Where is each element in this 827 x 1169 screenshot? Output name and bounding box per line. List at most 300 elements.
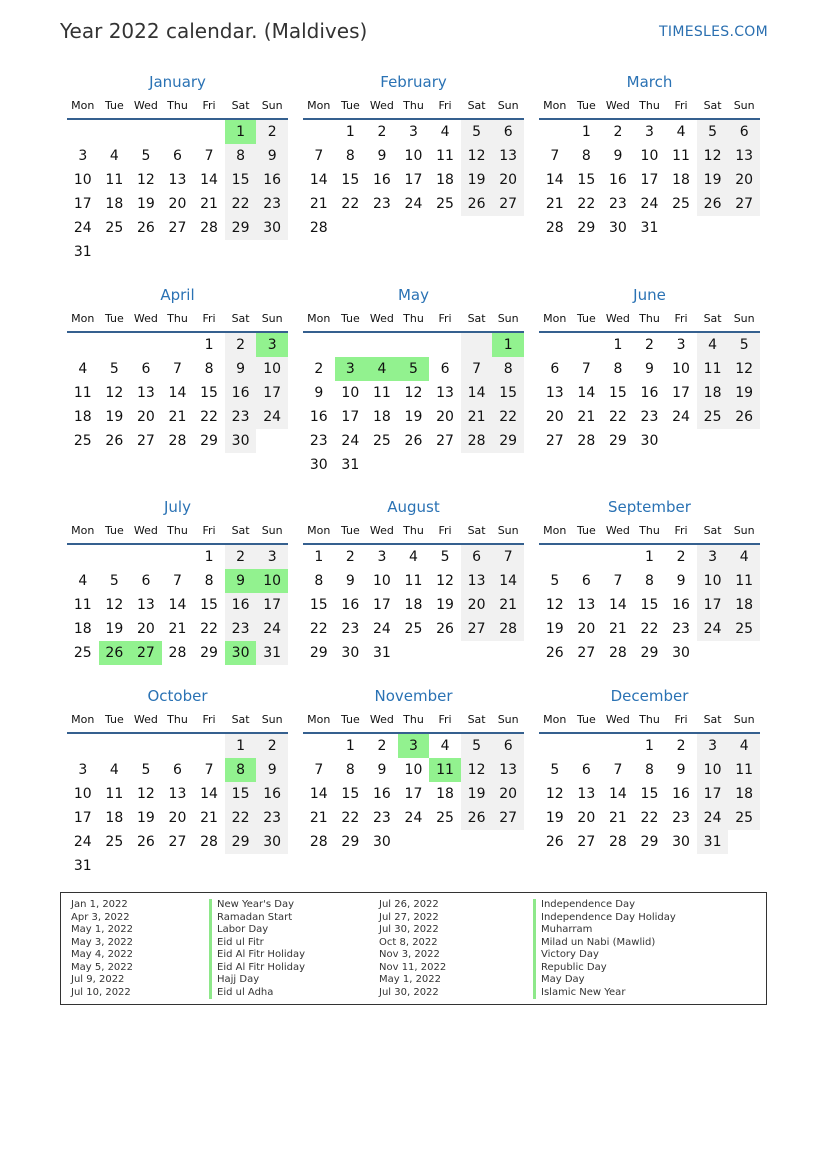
day-cell: 21 <box>492 593 524 617</box>
day-cell: 13 <box>728 144 760 168</box>
day-cell: 5 <box>728 333 760 357</box>
days-grid <box>539 545 760 665</box>
day-cell: 14 <box>492 569 524 593</box>
day-cell: 6 <box>440 361 450 377</box>
day-cell: 21 <box>608 810 627 826</box>
month-october <box>67 684 288 878</box>
day-cell: 17 <box>256 381 288 405</box>
page-title: Year 2022 calendar. (Maldives) <box>60 19 368 43</box>
month-name: August <box>387 498 440 516</box>
day-cell: 19 <box>105 409 124 425</box>
weekday-label: Sat <box>467 524 486 537</box>
day-cell: 19 <box>461 168 493 192</box>
weekday-label: Sat <box>703 99 722 112</box>
legend-date: May 1, 2022 <box>71 924 134 935</box>
day-cell-holiday: 11 <box>429 758 461 782</box>
day-cell: 14 <box>168 597 187 613</box>
day-cell: 10 <box>697 758 729 782</box>
day-empty <box>366 333 398 357</box>
day-empty <box>602 545 634 569</box>
day-cell-holiday: 27 <box>130 641 162 665</box>
month-january <box>67 70 288 264</box>
weekday-label: Sun <box>261 99 283 112</box>
day-cell: 28 <box>577 433 596 449</box>
day-empty <box>335 333 367 357</box>
day-cell: 27 <box>728 192 760 216</box>
weekday-label: Mon <box>543 524 567 537</box>
day-cell: 14 <box>200 172 218 188</box>
day-cell: 6 <box>581 573 591 589</box>
day-cell: 16 <box>256 782 288 806</box>
day-cell: 15 <box>341 786 360 802</box>
day-cell: 25 <box>105 220 124 236</box>
weekday-label: Mon <box>71 312 95 325</box>
day-cell: 21 <box>545 196 564 212</box>
day-cell: 29 <box>608 433 627 449</box>
day-cell: 9 <box>377 762 387 778</box>
weekday-label: Wed <box>605 524 630 537</box>
day-cell: 13 <box>168 786 187 802</box>
day-cell: 22 <box>608 409 627 425</box>
days-grid <box>539 120 760 240</box>
day-cell: 10 <box>73 172 92 188</box>
weekday-label: Thu <box>639 713 660 726</box>
day-cell: 14 <box>309 786 328 802</box>
weekday-label: Sat <box>703 713 722 726</box>
day-cell: 17 <box>256 593 288 617</box>
day-cell: 18 <box>372 409 391 425</box>
day-cell: 27 <box>461 617 493 641</box>
day-cell: 4 <box>440 738 450 754</box>
day-cell: 30 <box>672 645 690 661</box>
month-name: November <box>374 687 453 705</box>
weekday-label: Sun <box>497 524 519 537</box>
day-cell: 27 <box>136 433 155 449</box>
day-cell: 8 <box>204 361 214 377</box>
day-cell: 7 <box>550 148 560 164</box>
day-cell: 1 <box>204 337 214 353</box>
day-cell-holiday: 8 <box>225 758 257 782</box>
day-cell: 1 <box>581 124 591 140</box>
day-cell: 9 <box>225 357 257 381</box>
day-empty <box>67 120 99 144</box>
day-cell: 5 <box>109 573 119 589</box>
day-cell: 30 <box>256 216 288 240</box>
legend-holiday-name: Milad un Nabi (Mawlid) <box>533 937 676 950</box>
day-cell: 12 <box>105 597 124 613</box>
weekday-header <box>303 708 524 734</box>
day-cell: 20 <box>168 810 187 826</box>
day-cell: 28 <box>608 645 627 661</box>
day-cell: 18 <box>436 172 454 188</box>
day-cell: 29 <box>225 830 257 854</box>
day-cell: 11 <box>105 786 124 802</box>
day-cell: 22 <box>225 192 257 216</box>
weekday-label: Sun <box>497 713 519 726</box>
day-cell: 11 <box>697 357 729 381</box>
day-cell: 18 <box>73 409 92 425</box>
day-cell: 2 <box>676 549 686 565</box>
weekday-label: Sun <box>497 99 519 112</box>
day-cell-holiday: 3 <box>256 333 288 357</box>
day-cell: 29 <box>640 645 659 661</box>
weekday-label: Tue <box>340 312 360 325</box>
day-cell: 4 <box>78 361 88 377</box>
day-cell: 26 <box>436 621 454 637</box>
day-cell: 17 <box>404 786 423 802</box>
day-cell: 27 <box>545 433 564 449</box>
day-cell: 23 <box>672 621 690 637</box>
day-cell: 7 <box>613 762 623 778</box>
weekday-header <box>67 708 288 734</box>
day-cell: 4 <box>109 762 119 778</box>
day-cell: 17 <box>73 196 92 212</box>
day-cell: 7 <box>204 762 214 778</box>
day-cell: 25 <box>404 621 423 637</box>
day-cell: 26 <box>728 405 760 429</box>
legend-date: Jul 26, 2022 <box>379 899 439 910</box>
day-cell: 7 <box>314 148 324 164</box>
legend-date: Jan 1, 2022 <box>71 899 128 910</box>
day-cell: 13 <box>577 597 596 613</box>
days-grid <box>67 333 288 453</box>
weekday-label: Fri <box>674 312 688 325</box>
day-cell: 17 <box>672 385 690 401</box>
day-cell: 4 <box>728 734 760 758</box>
weekday-label: Wed <box>369 713 394 726</box>
day-cell: 18 <box>404 597 423 613</box>
day-cell: 16 <box>225 381 257 405</box>
day-cell: 22 <box>225 806 257 830</box>
day-cell: 15 <box>200 597 218 613</box>
weekday-label: Wed <box>369 99 394 112</box>
day-cell: 13 <box>492 758 524 782</box>
legend-date: Nov 11, 2022 <box>379 961 447 973</box>
day-cell: 24 <box>73 220 92 236</box>
day-cell: 19 <box>545 621 564 637</box>
days-grid <box>539 734 760 854</box>
day-empty <box>193 120 225 144</box>
legend-date: Jul 9, 2022 <box>71 974 125 985</box>
weekday-label: Sun <box>261 312 283 325</box>
legend-holiday-name: Eid ul Fitr <box>209 937 305 950</box>
day-cell: 16 <box>309 409 328 425</box>
day-cell: 7 <box>492 545 524 569</box>
day-cell: 6 <box>173 148 182 164</box>
weekday-label: Thu <box>403 713 424 726</box>
day-cell: 20 <box>136 621 155 637</box>
day-cell: 8 <box>204 573 214 589</box>
days-grid <box>67 545 288 665</box>
day-cell: 17 <box>640 172 659 188</box>
month-may <box>303 283 524 477</box>
day-cell: 10 <box>404 762 423 778</box>
day-empty <box>539 545 571 569</box>
day-cell: 21 <box>309 196 328 212</box>
day-cell: 29 <box>640 834 659 850</box>
day-cell: 30 <box>341 645 360 661</box>
day-cell: 3 <box>78 148 88 164</box>
day-cell: 7 <box>314 762 324 778</box>
day-cell: 18 <box>105 810 124 826</box>
month-name: February <box>380 73 447 91</box>
day-cell: 2 <box>676 738 686 754</box>
day-cell: 23 <box>225 617 257 641</box>
month-december <box>539 684 760 854</box>
day-cell: 15 <box>225 782 257 806</box>
day-cell: 20 <box>492 782 524 806</box>
day-cell: 14 <box>577 385 596 401</box>
day-cell: 15 <box>225 168 257 192</box>
weekday-label: Mon <box>307 524 331 537</box>
weekday-label: Tue <box>104 524 124 537</box>
weekday-label: Tue <box>576 713 596 726</box>
day-cell: 28 <box>309 834 328 850</box>
weekday-label: Thu <box>403 312 424 325</box>
weekday-header <box>67 307 288 333</box>
day-cell: 22 <box>640 810 659 826</box>
day-cell: 28 <box>200 834 218 850</box>
weekday-header <box>303 519 524 545</box>
weekday-header <box>539 708 760 734</box>
weekday-label: Fri <box>202 312 216 325</box>
day-cell: 16 <box>225 593 257 617</box>
site-link[interactable]: TIMESLES.COM <box>659 24 768 40</box>
day-cell: 14 <box>200 786 218 802</box>
weekday-label: Wed <box>133 524 158 537</box>
day-cell: 26 <box>404 433 423 449</box>
day-cell: 21 <box>200 196 218 212</box>
month-july <box>67 495 288 665</box>
day-cell: 28 <box>309 220 328 236</box>
legend-col-names-1 <box>209 899 305 999</box>
month-name: March <box>626 73 673 91</box>
day-cell: 4 <box>409 549 418 565</box>
day-cell: 5 <box>109 361 119 377</box>
day-empty <box>539 333 571 357</box>
weekday-label: Fri <box>202 713 216 726</box>
day-cell: 5 <box>461 120 493 144</box>
legend-date: Jul 27, 2022 <box>379 911 439 923</box>
day-cell: 3 <box>645 124 654 140</box>
day-cell: 6 <box>492 120 524 144</box>
day-cell: 9 <box>377 148 387 164</box>
day-cell: 8 <box>314 573 324 589</box>
weekday-label: Sun <box>733 99 755 112</box>
day-cell: 4 <box>676 124 686 140</box>
day-cell: 13 <box>136 597 155 613</box>
day-cell: 12 <box>545 786 564 802</box>
legend-col-dates-2 <box>379 899 446 999</box>
day-cell: 12 <box>545 597 564 613</box>
day-cell: 20 <box>545 409 564 425</box>
weekday-header <box>67 519 288 545</box>
day-cell: 13 <box>168 172 187 188</box>
day-cell: 14 <box>608 786 627 802</box>
weekday-label: Wed <box>369 312 394 325</box>
day-cell: 27 <box>492 192 524 216</box>
day-cell: 6 <box>550 361 560 377</box>
legend-date: Apr 3, 2022 <box>71 911 130 923</box>
day-cell: 20 <box>728 168 760 192</box>
day-cell: 27 <box>577 834 596 850</box>
day-cell: 13 <box>461 569 493 593</box>
day-cell: 29 <box>492 429 524 453</box>
day-cell: 24 <box>404 810 423 826</box>
weekday-label: Sat <box>231 312 250 325</box>
day-cell: 16 <box>256 168 288 192</box>
day-cell: 22 <box>640 621 659 637</box>
days-grid <box>303 120 524 240</box>
weekday-label: Tue <box>104 312 124 325</box>
day-cell: 5 <box>141 762 151 778</box>
day-cell: 18 <box>697 381 729 405</box>
day-cell: 15 <box>640 786 659 802</box>
day-cell: 29 <box>225 216 257 240</box>
weekday-label: Fri <box>438 713 452 726</box>
weekday-label: Mon <box>307 99 331 112</box>
day-cell: 17 <box>697 782 729 806</box>
day-empty <box>571 734 603 758</box>
day-cell: 15 <box>341 172 360 188</box>
weekday-label: Mon <box>307 713 331 726</box>
day-cell: 21 <box>309 810 328 826</box>
weekday-label: Sun <box>261 713 283 726</box>
day-cell: 11 <box>728 758 760 782</box>
day-cell: 14 <box>545 172 564 188</box>
weekday-label: Sun <box>497 312 519 325</box>
day-cell: 21 <box>168 409 187 425</box>
day-cell: 13 <box>577 786 596 802</box>
day-cell: 2 <box>256 734 288 758</box>
weekday-label: Sun <box>261 524 283 537</box>
day-cell: 8 <box>345 148 355 164</box>
day-cell: 2 <box>314 361 324 377</box>
day-cell: 8 <box>345 762 355 778</box>
day-cell: 25 <box>105 834 124 850</box>
weekday-label: Thu <box>639 99 660 112</box>
day-cell-holiday: 3 <box>335 357 367 381</box>
weekday-label: Sat <box>703 312 722 325</box>
day-cell: 25 <box>372 433 391 449</box>
day-empty <box>67 333 99 357</box>
weekday-label: Fri <box>438 99 452 112</box>
day-cell: 9 <box>676 762 686 778</box>
day-cell: 22 <box>492 405 524 429</box>
day-empty <box>99 120 131 144</box>
day-cell: 22 <box>577 196 596 212</box>
day-cell: 31 <box>640 220 659 236</box>
month-name: December <box>610 687 689 705</box>
day-cell: 31 <box>256 641 288 665</box>
day-cell: 6 <box>141 361 151 377</box>
day-cell: 15 <box>640 597 659 613</box>
day-cell: 4 <box>440 124 450 140</box>
day-cell: 11 <box>73 597 92 613</box>
day-cell: 2 <box>256 120 288 144</box>
day-cell: 26 <box>136 220 155 236</box>
day-empty <box>571 545 603 569</box>
day-empty <box>303 333 335 357</box>
weekday-label: Sun <box>733 312 755 325</box>
day-cell: 8 <box>613 361 623 377</box>
day-cell: 31 <box>341 457 360 473</box>
day-cell: 24 <box>372 621 391 637</box>
day-cell: 7 <box>461 357 493 381</box>
day-cell: 12 <box>404 385 423 401</box>
day-cell: 21 <box>461 405 493 429</box>
day-cell: 23 <box>225 405 257 429</box>
weekday-label: Thu <box>167 524 188 537</box>
day-cell: 26 <box>105 433 124 449</box>
day-cell: 24 <box>341 433 360 449</box>
day-cell: 26 <box>461 192 493 216</box>
month-march <box>539 70 760 240</box>
day-cell: 11 <box>105 172 124 188</box>
day-cell: 17 <box>404 172 423 188</box>
weekday-header <box>539 519 760 545</box>
day-cell: 1 <box>613 337 623 353</box>
day-cell: 28 <box>168 433 187 449</box>
day-cell: 27 <box>168 220 187 236</box>
day-cell: 2 <box>645 337 654 353</box>
day-cell: 29 <box>341 834 360 850</box>
day-cell: 17 <box>73 810 92 826</box>
weekday-label: Sun <box>733 713 755 726</box>
day-cell: 12 <box>436 573 454 589</box>
day-cell: 10 <box>640 148 659 164</box>
day-cell: 1 <box>645 738 654 754</box>
legend-col-dates-1 <box>71 899 133 999</box>
day-cell: 7 <box>173 361 182 377</box>
days-grid <box>539 333 760 453</box>
day-cell: 1 <box>204 549 214 565</box>
day-cell: 19 <box>136 810 155 826</box>
weekday-label: Tue <box>104 713 124 726</box>
day-cell: 31 <box>372 645 391 661</box>
day-cell: 8 <box>225 144 257 168</box>
day-cell: 1 <box>225 734 257 758</box>
weekday-label: Tue <box>576 99 596 112</box>
day-cell: 25 <box>728 617 760 641</box>
day-cell: 18 <box>728 593 760 617</box>
day-cell: 10 <box>256 357 288 381</box>
day-cell: 20 <box>136 409 155 425</box>
legend-holiday-name: Eid Al Fitr Holiday <box>209 949 305 962</box>
day-cell-holiday: 26 <box>99 641 131 665</box>
day-cell: 7 <box>613 573 623 589</box>
day-cell: 20 <box>492 168 524 192</box>
day-cell: 27 <box>436 433 454 449</box>
month-name: June <box>633 286 666 304</box>
day-cell: 30 <box>256 830 288 854</box>
day-cell: 23 <box>372 196 391 212</box>
weekday-label: Sat <box>231 524 250 537</box>
weekday-label: Wed <box>133 713 158 726</box>
day-cell: 20 <box>461 593 493 617</box>
legend-date: May 1, 2022 <box>379 974 442 985</box>
day-cell: 29 <box>200 645 218 661</box>
day-cell: 27 <box>168 834 187 850</box>
day-cell: 30 <box>309 457 328 473</box>
legend-holiday-name: Independence Day Holiday <box>533 912 676 925</box>
day-cell: 17 <box>697 593 729 617</box>
day-empty <box>99 734 131 758</box>
day-cell: 1 <box>314 549 324 565</box>
day-cell: 11 <box>728 569 760 593</box>
day-cell: 30 <box>640 433 659 449</box>
day-cell: 15 <box>608 385 627 401</box>
